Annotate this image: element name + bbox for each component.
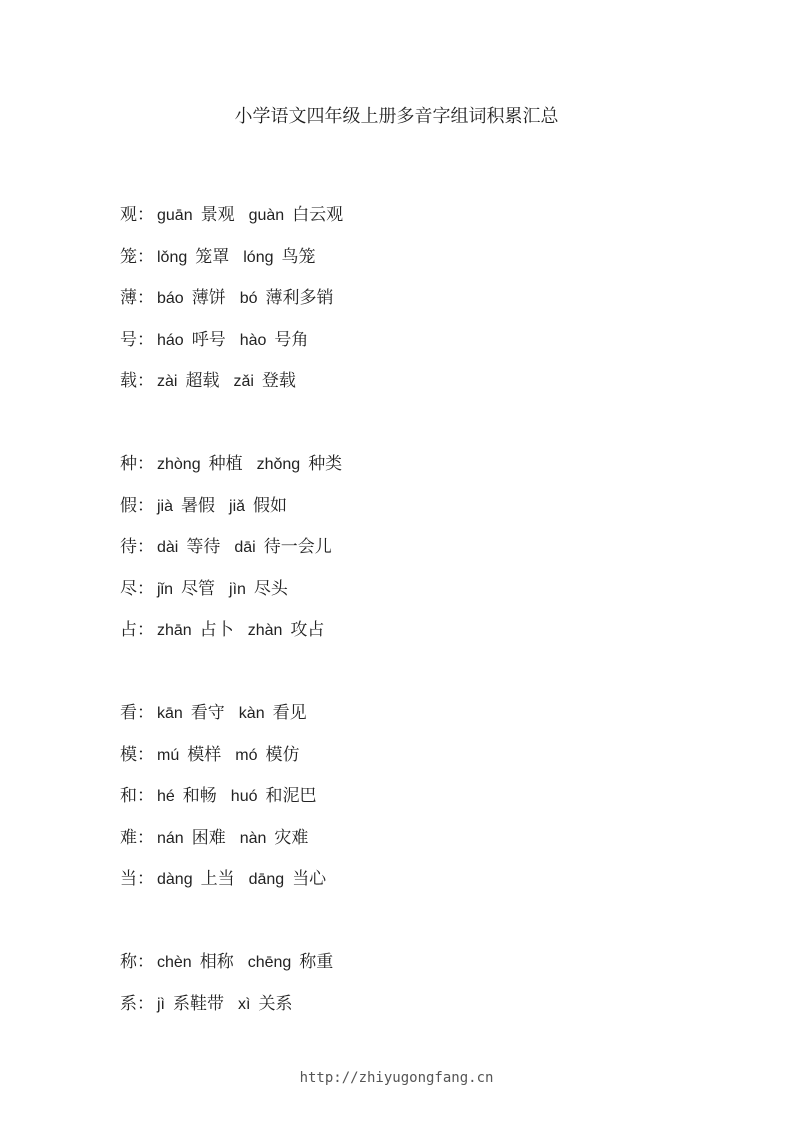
example-word-1: 模样	[187, 744, 222, 765]
pinyin-reading-1: háo	[157, 331, 184, 349]
entry-colon: ：	[137, 246, 154, 267]
pinyin-reading-2: jiǎ	[229, 497, 246, 515]
entry-group-4	[120, 949, 740, 1032]
pinyin-reading-1: jià	[157, 497, 174, 515]
example-word-1: 超载	[185, 371, 220, 392]
example-word-2: 登载	[261, 371, 296, 392]
example-word-2: 当心	[292, 869, 327, 890]
entry-colon: ：	[137, 205, 154, 225]
entry-row	[120, 576, 740, 618]
entry-char: 占	[120, 620, 137, 641]
example-word-2: 关系	[258, 993, 293, 1014]
pinyin-reading-2: zhàn	[247, 622, 283, 640]
pinyin-reading-2: dāi	[234, 539, 256, 557]
entry-row	[120, 493, 740, 535]
example-word-1: 暑假	[181, 495, 216, 516]
entry-char: 薄	[120, 288, 137, 309]
pinyin-reading-1: zài	[157, 373, 178, 391]
entry-char: 模	[120, 744, 137, 765]
pinyin-reading-1: dàng	[157, 871, 193, 889]
pinyin-reading-1: zhān	[157, 622, 192, 640]
entry-row	[120, 617, 740, 659]
entry-char: 号	[120, 329, 137, 350]
entry-colon: ：	[137, 786, 154, 807]
pinyin-reading-1: hé	[157, 788, 175, 806]
entry-colon: ：	[137, 371, 154, 392]
entry-char: 笼	[120, 246, 137, 267]
pinyin-reading-1: chèn	[157, 953, 192, 971]
example-word-2: 号角	[274, 329, 309, 350]
example-word-2: 攻占	[290, 620, 325, 641]
pinyin-reading-2: zhǒng	[256, 455, 301, 473]
entry-colon: ：	[137, 329, 154, 350]
example-word-1: 上当	[200, 869, 235, 890]
example-word-1: 薄饼	[191, 288, 226, 309]
entry-char: 待	[120, 537, 137, 558]
entry-row	[120, 991, 740, 1033]
pinyin-reading-2: jìn	[229, 580, 246, 598]
entry-row	[120, 202, 740, 244]
entry-colon: ：	[137, 537, 154, 558]
pinyin-reading-1: dài	[157, 539, 179, 557]
example-word-1: 困难	[191, 827, 226, 848]
example-word-2: 鸟笼	[281, 246, 316, 267]
pinyin-reading-2: bó	[239, 290, 258, 308]
entry-char: 难	[120, 827, 137, 848]
example-word-1: 笼罩	[195, 246, 230, 267]
entry-colon: ：	[137, 288, 154, 309]
example-word-1: 景观	[200, 205, 235, 225]
entry-colon: ：	[137, 951, 154, 972]
entry-row	[120, 534, 740, 576]
pinyin-reading-2: xì	[238, 995, 251, 1013]
example-word-1: 呼号	[191, 329, 226, 350]
entry-row	[120, 825, 740, 867]
entry-colon: ：	[137, 869, 154, 890]
entry-row	[120, 327, 740, 369]
entry-char: 载	[120, 371, 137, 392]
entry-char: 和	[120, 786, 137, 807]
pinyin-reading-2: chēng	[247, 953, 292, 971]
entry-colon: ：	[137, 702, 154, 723]
example-word-1: 尽管	[181, 578, 216, 599]
pinyin-reading-2: huó	[230, 788, 258, 806]
entry-row	[120, 866, 740, 908]
footer-url: http://zhiyugongfang.cn	[299, 1070, 494, 1086]
example-word-2: 待一会儿	[263, 537, 332, 558]
entry-char: 当	[120, 869, 137, 890]
entry-row	[120, 949, 740, 991]
entry-colon: ：	[137, 620, 154, 641]
entry-row	[120, 285, 740, 327]
example-word-1: 等待	[186, 537, 221, 558]
pinyin-reading-2: lóng	[243, 248, 274, 266]
pinyin-reading-2: mó	[235, 746, 258, 764]
example-word-2: 和泥巴	[265, 786, 317, 807]
example-word-2: 种类	[308, 453, 343, 474]
entry-row	[120, 742, 740, 784]
example-word-2: 薄利多销	[265, 288, 334, 309]
entry-row	[120, 783, 740, 825]
entry-char: 称	[120, 951, 137, 972]
entry-char: 尽	[120, 578, 137, 599]
example-word-2: 假如	[253, 495, 288, 516]
pinyin-reading-1: mú	[157, 746, 180, 764]
pinyin-reading-1: lǒng	[157, 248, 188, 266]
pinyin-reading-1: kān	[157, 704, 183, 722]
example-word-1: 占卜	[199, 620, 234, 641]
pinyin-reading-1: jì	[157, 995, 165, 1013]
example-word-2: 称重	[299, 951, 334, 972]
example-word-1: 看守	[190, 702, 225, 723]
pinyin-reading-2: hào	[239, 331, 267, 349]
example-word-1: 种植	[208, 453, 243, 474]
example-word-2: 灾难	[274, 827, 309, 848]
pinyin-reading-1: jǐn	[157, 580, 174, 598]
entry-char: 看	[120, 702, 137, 723]
entry-colon: ：	[137, 993, 154, 1014]
entry-group-3	[120, 700, 740, 908]
pinyin-reading-1: zhòng	[157, 455, 201, 473]
page-title: 小学语文四年级上册多音字组词积累汇总	[234, 106, 559, 127]
entry-row	[120, 700, 740, 742]
pinyin-reading-2: kàn	[238, 704, 265, 722]
example-word-2: 白云观	[292, 205, 344, 225]
entry-list	[120, 202, 740, 1032]
entry-colon: ：	[137, 744, 154, 765]
example-word-2: 模仿	[265, 744, 300, 765]
pinyin-reading-2: zǎi	[233, 373, 254, 391]
entry-char: 观	[120, 205, 137, 225]
pinyin-reading-2: guàn	[248, 207, 285, 224]
entry-colon: ：	[137, 495, 154, 516]
example-word-2: 看见	[272, 702, 307, 723]
pinyin-reading-1: nán	[157, 829, 184, 847]
entry-group-1	[120, 202, 740, 410]
example-word-1: 系鞋带	[173, 993, 224, 1014]
pinyin-reading-1: báo	[157, 290, 184, 308]
entry-row	[120, 244, 740, 286]
entry-colon: ：	[137, 827, 154, 848]
entry-colon: ：	[137, 453, 154, 474]
pinyin-reading-2: dāng	[248, 871, 285, 889]
example-word-2: 尽头	[253, 578, 288, 599]
entry-colon: ：	[137, 578, 154, 599]
entry-row	[120, 368, 740, 410]
example-word-1: 和畅	[182, 786, 217, 807]
entry-row	[120, 451, 740, 493]
entry-char: 系	[120, 993, 137, 1014]
entry-group-2	[120, 451, 740, 659]
pinyin-reading-2: nàn	[239, 829, 267, 847]
entry-char: 假	[120, 495, 137, 516]
example-word-1: 相称	[199, 951, 234, 972]
pinyin-reading-1: guān	[157, 207, 193, 224]
entry-char: 种	[120, 453, 137, 474]
